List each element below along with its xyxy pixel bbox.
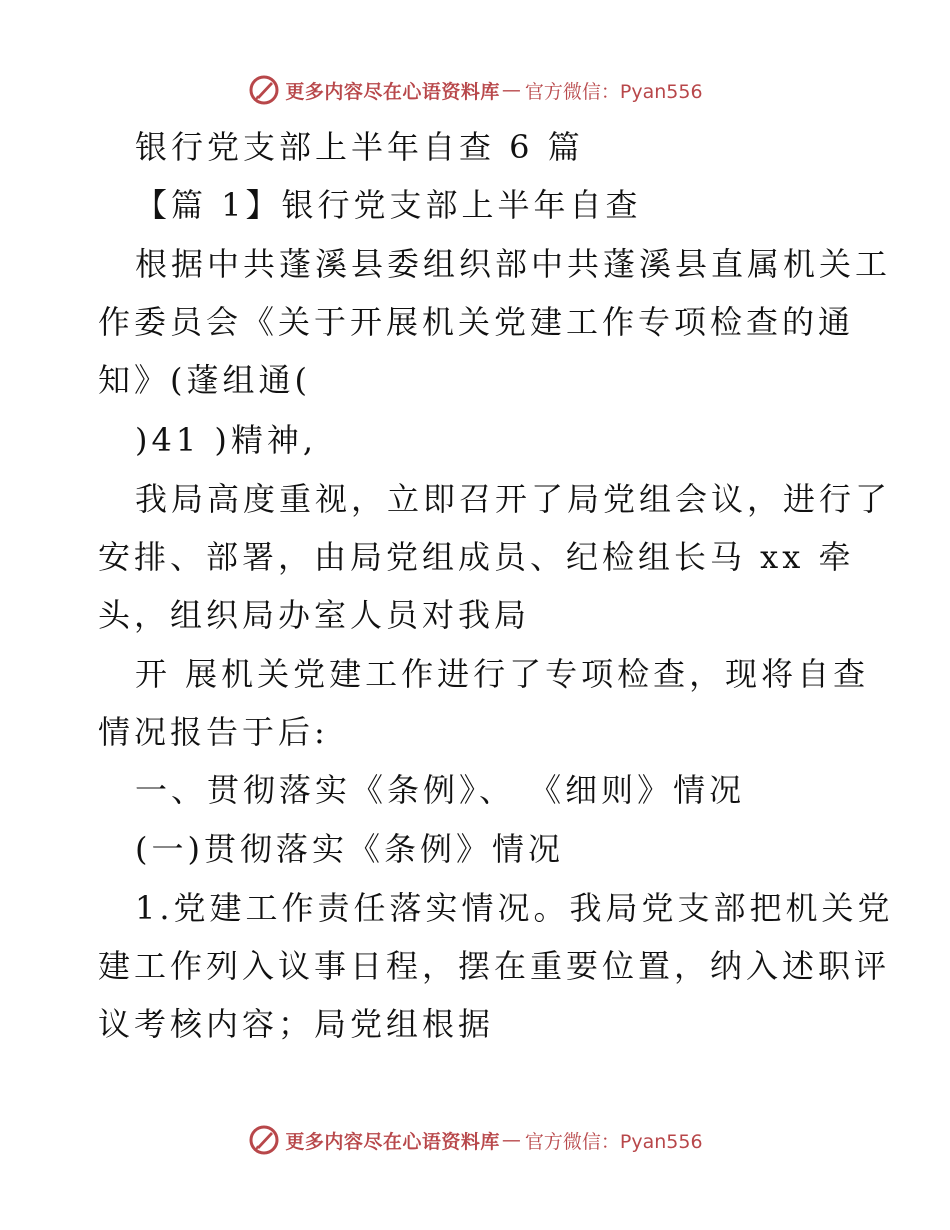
banner-main-text: 更多内容尽在心语资料库 [285, 80, 500, 103]
paragraph-line: 建工作列入议事日程，摆在重要位置，纳入述职评 [98, 947, 891, 985]
footer-banner [0, 1120, 950, 1160]
paragraph-line: )41 )精神, [135, 421, 318, 459]
paragraph-line: 情况报告于后: [98, 713, 329, 751]
paragraph-line: 议考核内容；局党组根据 [98, 1005, 495, 1043]
banner-dash: — [501, 79, 521, 101]
doc-title: 银行党支部上半年自查 6 篇 [135, 128, 584, 166]
quill-logo-icon [247, 1123, 281, 1157]
banner-wechat-text: 官方微信：Pyan556 [524, 1130, 703, 1153]
header-banner [0, 70, 950, 110]
section-heading: 一、贯彻落实《条例》、 《细则》情况 [135, 771, 746, 809]
quill-logo-icon [247, 73, 281, 107]
paragraph-line: 开 展机关党建工作进行了专项检查，现将自查 [135, 655, 870, 693]
paragraph-line: 安排、部署，由局党组成员、纪检组长马 xx 牵 [98, 538, 855, 576]
banner-dash: — [501, 1129, 521, 1151]
paragraph-line: 我局高度重视，立即召开了局党组会议，进行了 [135, 480, 892, 518]
paragraph-line: 1.党建工作责任落实情况。我局党支部把机关党 [135, 889, 894, 927]
paragraph-line: 根据中共蓬溪县委组织部中共蓬溪县直属机关工 [135, 245, 892, 283]
banner-main-text: 更多内容尽在心语资料库 [285, 1130, 500, 1153]
paragraph-line: 头，组织局办室人员对我局 [98, 596, 531, 634]
paragraph-line: 知》(蓬组通( [98, 361, 311, 399]
subsection-heading: (一)贯彻落实《条例》情况 [135, 830, 564, 868]
doc-subtitle: 【篇 1】银行党支部上半年自查 [135, 186, 642, 224]
paragraph-line: 作委员会《关于开展机关党建工作专项检查的通 [98, 303, 855, 341]
banner-wechat-text: 官方微信：Pyan556 [524, 80, 703, 103]
